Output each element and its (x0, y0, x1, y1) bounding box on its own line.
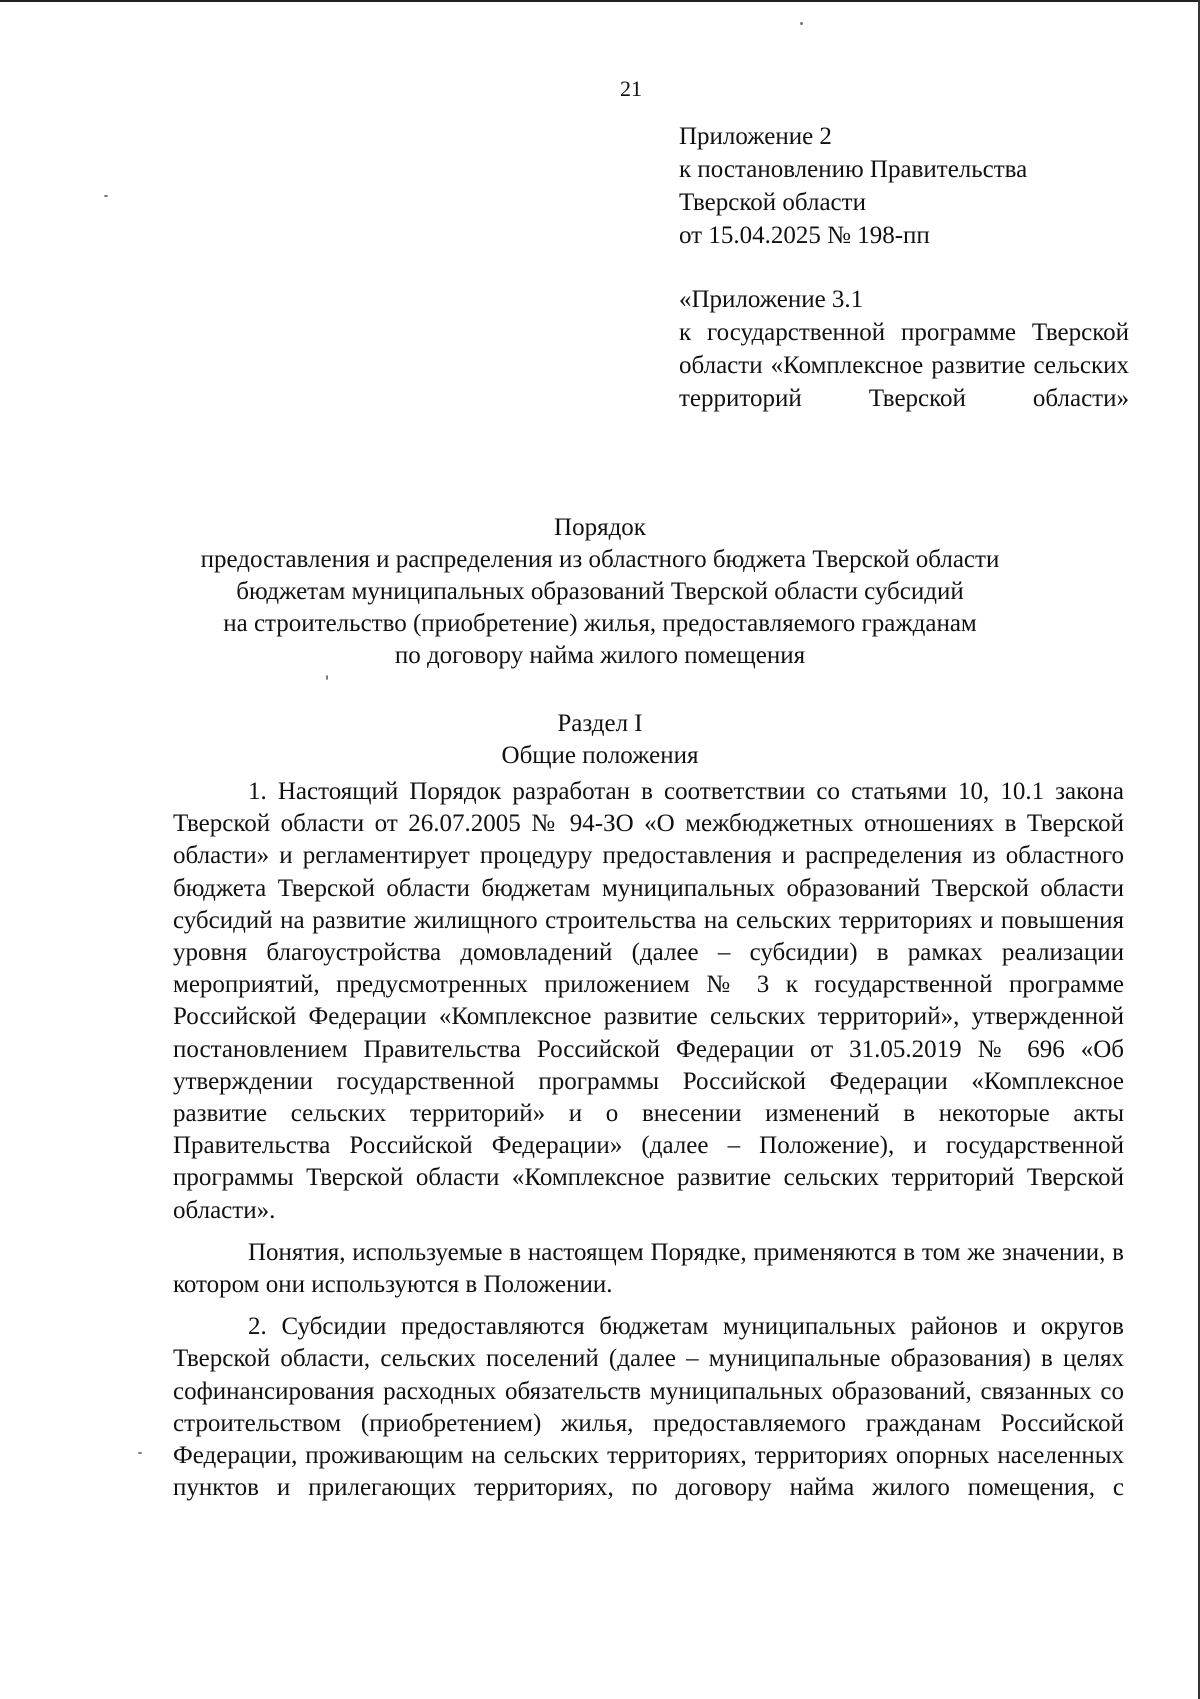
annex-header-line: к постановлению Правительства (679, 156, 1028, 183)
body-text (173, 776, 1124, 1504)
section-heading (150, 708, 1050, 772)
annex-reference-line: «Приложение 3.1 (679, 286, 864, 313)
scan-speck (104, 195, 108, 197)
annex-reference (679, 283, 1129, 415)
annex-header-line: Приложение 2 (679, 123, 832, 150)
scan-top-edge (0, 0, 1200, 2)
title-subtitle-line: по договору найма жилого помещения (394, 642, 806, 669)
paragraph: 2. Субсидии предоставляются бюджетам муниципальных районов и округов Тверской области, сельских поселений (далее – муниципальные образования) в целях софинансирования расходных обязательств муниципальных образований, связанных со строительством (приобретением) жилья, предоставляемого гражданам Российской Федерации, проживающим на сельских территориях, территориях опорных населенных пунктов и прилегающих территориях, по договору найма жилого помещения, с (173, 1313, 1124, 1502)
title-subtitle-line: предоставления и распределения из областного бюджета Тверской области (200, 546, 1000, 573)
annex-header-line: от 15.04.2025 № 198-пп (679, 222, 930, 249)
section-number: Раздел I (557, 710, 643, 737)
scan-speck (800, 22, 803, 25)
title-heading: Порядок (554, 514, 646, 541)
scan-speck (138, 1452, 142, 1454)
paragraph: Понятия, используемые в настоящем Порядке, применяются в том же значении, в котором они используются в Положении. (173, 1238, 1124, 1299)
scan-speck (326, 675, 328, 680)
document-title (150, 512, 1050, 672)
section-name: Общие положения (501, 742, 699, 769)
annex-header-line: Тверской области (679, 189, 866, 216)
annex-reference-text: к государственной программе Тверской области «Комплексное развитие сельских территорий Тверской области» (679, 319, 1129, 412)
annex-header (679, 120, 1129, 252)
title-subtitle-line: на строительство (приобретение) жилья, предоставляемого гражданам (223, 610, 977, 637)
title-subtitle-line: бюджетам муниципальных образований Тверской области субсидий (236, 578, 964, 605)
paragraph: 1. Настоящий Порядок разработан в соответствии со статьями 10, 10.1 закона Тверской области от 26.07.2005 № 94-ЗО «О межбюджетных отношениях в Тверской области» и регламентирует процедуру предоставления и распределения из областного бюджета Тверской области бюджетам муниципальных образований Тверской области субсидий на развитие жилищного строительства на сельских территориях и повышения уровня благоустройства домовладений (далее – субсидии) в рамках реализации мероприятий, предусмотренных приложением № 3 к государственной программе Российской Федерации «Комплексное развитие сельских территорий», утвержденной постановлением Правительства Российской Федерации от 31.05.2019 № 696 «Об утверждении государственной программы Российской Федерации «Комплексное развитие сельских территорий» и о внесении изменений в некоторые акты Правительства Российской Федерации» (далее – Положение), и государственной программы Тверской области «Комплексное развитие сельских территорий Тверской области». (173, 778, 1124, 1224)
page-number: 21 (620, 76, 642, 101)
